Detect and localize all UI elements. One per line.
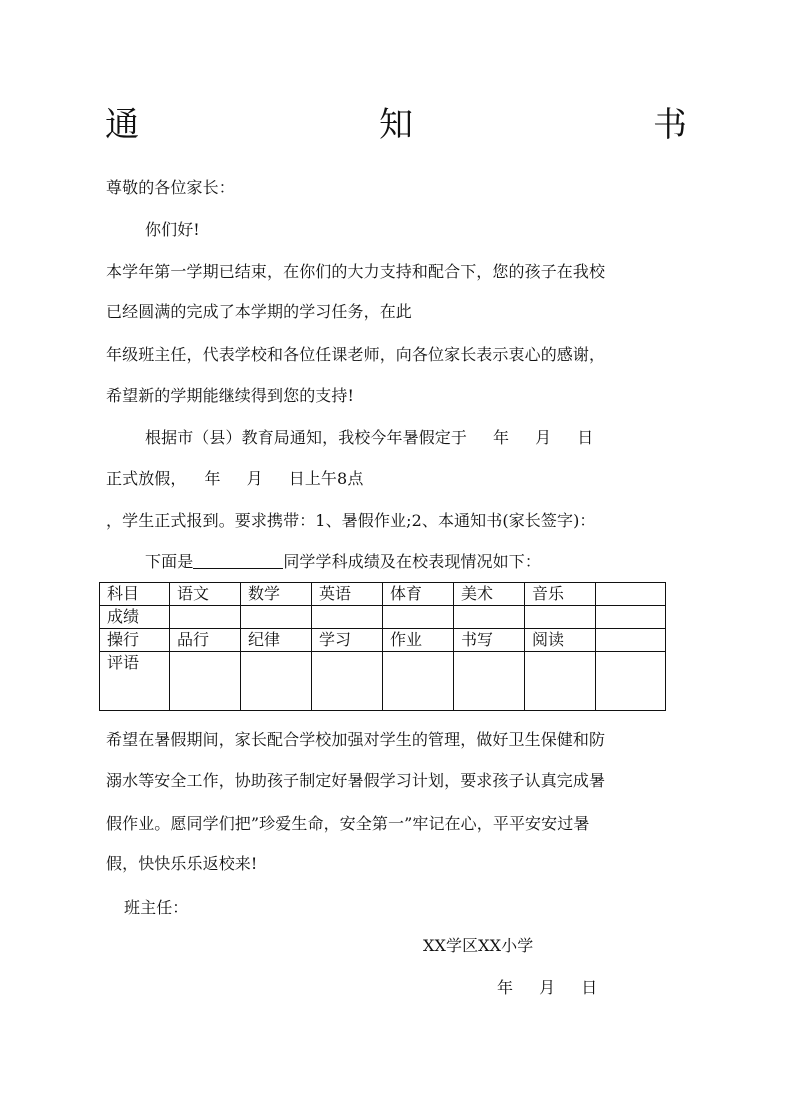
title-char-2: 知 bbox=[379, 104, 413, 145]
table-cell bbox=[170, 652, 241, 711]
holiday-month: 月 bbox=[535, 428, 552, 447]
grades-intro-suffix: 同学学科成绩及在校表现情况如下： bbox=[283, 552, 541, 571]
table-row bbox=[100, 629, 666, 652]
teacher-signature-label: 班主任： bbox=[124, 898, 189, 917]
table-cell: 书写 bbox=[454, 629, 525, 652]
grades-table bbox=[99, 582, 666, 711]
table-cell bbox=[525, 606, 596, 629]
date-day: 日 bbox=[581, 978, 598, 997]
holiday-start-text: 正式放假， bbox=[106, 469, 187, 488]
para1-line-2: 已经圆满的完成了本学期的学习任务，在此 bbox=[106, 302, 412, 321]
table-row bbox=[100, 583, 666, 606]
table-cell: 体育 bbox=[383, 583, 454, 606]
table-cell bbox=[241, 606, 312, 629]
student-name-blank bbox=[193, 552, 283, 569]
table-cell: 纪律 bbox=[241, 629, 312, 652]
grades-intro-prefix: 下面是 bbox=[145, 552, 194, 571]
report-year: 年 bbox=[204, 469, 221, 488]
table-cell bbox=[454, 652, 525, 711]
table-cell: 评语 bbox=[100, 652, 170, 711]
table-cell: 美术 bbox=[454, 583, 525, 606]
para2-line-2 bbox=[106, 468, 363, 490]
table-row bbox=[100, 606, 666, 629]
table-cell bbox=[312, 652, 383, 711]
table-cell bbox=[241, 652, 312, 711]
para1-line-3: 年级班主任，代表学校和各位任课老师，向各位家长表示衷心的感谢， bbox=[106, 345, 606, 364]
table-cell bbox=[596, 652, 666, 711]
para1-line-1: 本学年第一学期已结束，在你们的大力支持和配合下，您的孩子在我校 bbox=[106, 262, 606, 281]
table-cell bbox=[312, 606, 383, 629]
report-time: 日上午8点 bbox=[288, 469, 364, 488]
para2-line-3: ，学生正式报到。要求携带：1、暑假作业;2、本通知书(家长签字)： bbox=[106, 511, 596, 530]
hello-line: 你们好! bbox=[145, 220, 200, 239]
para2-line-1 bbox=[145, 427, 593, 449]
date-year: 年 bbox=[497, 978, 514, 997]
signature-date bbox=[497, 977, 597, 999]
table-cell: 数学 bbox=[241, 583, 312, 606]
title-char-3: 书 bbox=[653, 104, 687, 145]
para3-line-2: 溺水等安全工作，协助孩子制定好暑假学习计划，要求孩子认真完成暑 bbox=[106, 771, 606, 790]
grades-intro bbox=[145, 551, 541, 573]
table-cell bbox=[596, 583, 666, 606]
table-cell: 音乐 bbox=[525, 583, 596, 606]
holiday-notice-text: 根据市（县）教育局通知，我校今年暑假定于 bbox=[145, 428, 468, 447]
para1-line-4: 希望新的学期能继续得到您的支持! bbox=[106, 386, 355, 405]
report-month: 月 bbox=[246, 469, 263, 488]
table-cell: 阅读 bbox=[525, 629, 596, 652]
table-cell: 操行 bbox=[100, 629, 170, 652]
table-cell bbox=[596, 629, 666, 652]
holiday-year: 年 bbox=[493, 428, 510, 447]
table-cell: 语文 bbox=[170, 583, 241, 606]
date-month: 月 bbox=[539, 978, 556, 997]
table-cell: 成绩 bbox=[100, 606, 170, 629]
table-cell bbox=[383, 652, 454, 711]
para3-line-3: 假作业。愿同学们把”珍爱生命，安全第一”牢记在心，平平安安过暑 bbox=[106, 814, 590, 833]
table-cell bbox=[596, 606, 666, 629]
greeting: 尊敬的各位家长： bbox=[106, 178, 235, 197]
table-cell: 科目 bbox=[100, 583, 170, 606]
table-cell bbox=[383, 606, 454, 629]
table-cell bbox=[454, 606, 525, 629]
page-title bbox=[105, 96, 687, 146]
para3-line-4: 假，快快乐乐返校来! bbox=[106, 854, 258, 873]
holiday-day: 日 bbox=[577, 428, 594, 447]
para3-line-1: 希望在暑假期间，家长配合学校加强对学生的管理，做好卫生保健和防 bbox=[106, 730, 606, 749]
table-cell: 作业 bbox=[383, 629, 454, 652]
table-row bbox=[100, 652, 666, 711]
table-cell bbox=[170, 606, 241, 629]
table-cell: 学习 bbox=[312, 629, 383, 652]
title-char-1: 通 bbox=[105, 104, 139, 145]
table-cell: 英语 bbox=[312, 583, 383, 606]
school-name: XX学区XX小学 bbox=[423, 936, 534, 955]
table-cell bbox=[525, 652, 596, 711]
table-cell: 品行 bbox=[170, 629, 241, 652]
